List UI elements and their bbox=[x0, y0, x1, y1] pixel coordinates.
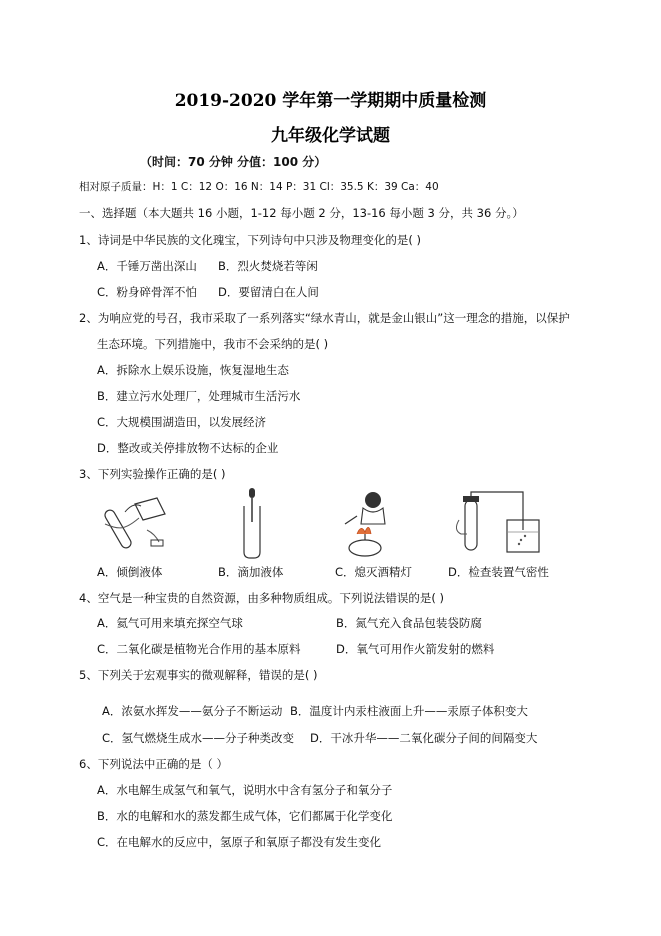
q2-option-b: B．建立污水处理厂，处理城市生活污水 bbox=[97, 389, 301, 403]
q4-option-d: D．氧气可用作火箭发射的燃料 bbox=[336, 642, 495, 656]
q3-option-b: B．滴加液体 bbox=[218, 565, 284, 579]
q5-option-c: C．氢气燃烧生成水——分子种类改变 bbox=[102, 731, 295, 745]
q5-option-a: A．浓氨水挥发——氨分子不断运动 bbox=[102, 704, 283, 718]
q1-option-c: C．粉身碎骨浑不怕 bbox=[97, 285, 198, 299]
question-6-stem: 6、下列说法中正确的是（ ） bbox=[79, 757, 228, 771]
q6-option-b: B．水的电解和水的蒸发都生成气体，它们都属于化学变化 bbox=[97, 809, 393, 823]
q3-option-a: A．倾倒液体 bbox=[97, 565, 163, 579]
exam-time-score: （时间：70 分钟 分值：100 分） bbox=[140, 155, 327, 169]
question-1-stem: 1、诗词是中华民族的文化瑰宝，下列诗句中只涉及物理变化的是( ) bbox=[79, 233, 421, 247]
q2-option-d: D．整改或关停排放物不达标的企业 bbox=[97, 441, 279, 455]
q1-option-d: D．要留清白在人间 bbox=[218, 285, 319, 299]
q4-option-b: B．氮气充入食品包装袋防腐 bbox=[336, 616, 482, 630]
exam-subtitle: 九年级化学试题 bbox=[271, 126, 390, 146]
q1-option-a: A．千锤万凿出深山 bbox=[97, 259, 197, 273]
q3-option-d: D．检查装置气密性 bbox=[448, 565, 549, 579]
question-2-stem-cont: 生态环境。下列措施中，我市不会采纳的是( ) bbox=[97, 337, 329, 351]
alcohol-lamp-figure bbox=[335, 486, 405, 562]
q4-option-c: C．二氧化碳是植物光合作用的基本原料 bbox=[97, 642, 301, 656]
airtightness-figure bbox=[455, 490, 545, 562]
q2-option-a: A．拆除水上娱乐设施，恢复湿地生态 bbox=[97, 363, 289, 377]
q6-option-c: C．在电解水的反应中，氢原子和氧原子都没有发生变化 bbox=[97, 835, 382, 849]
question-2-stem: 2、为响应党的号召，我市采取了一系列落实“绿水青山，就是金山银山”这一理念的措施，以保护 bbox=[79, 311, 570, 325]
q2-option-c: C．大规模围湖造田，以发展经济 bbox=[97, 415, 267, 429]
atomic-masses: 相对原子质量：H：1 C：12 O：16 N：14 P：31 Cl：35.5 K：39 Ca：40 bbox=[79, 181, 439, 193]
q1-option-b: B．烈火焚烧若等闲 bbox=[218, 259, 318, 273]
question-4-stem: 4、空气是一种宝贵的自然资源，由多种物质组成。下列说法错误的是( ) bbox=[79, 591, 444, 605]
question-5-stem: 5、下列关于宏观事实的微观解释，错误的是( ) bbox=[79, 668, 318, 682]
q5-option-b: B．温度计内汞柱液面上升——汞原子体积变大 bbox=[290, 704, 528, 718]
pouring-liquid-figure bbox=[95, 490, 175, 560]
exam-title: 2019-2020 学年第一学期期中质量检测 bbox=[174, 91, 487, 111]
question-3-stem: 3、下列实验操作正确的是( ) bbox=[79, 467, 226, 481]
q5-option-d: D．干冰升华——二氧化碳分子间的间隔变大 bbox=[310, 731, 538, 745]
section-heading: 一、选择题（本大题共 16 小题，1-12 每小题 2 分，13-16 每小题 3 分，共 36 分。） bbox=[79, 206, 524, 220]
dropper-figure bbox=[232, 486, 272, 562]
q3-option-c: C．熄灭酒精灯 bbox=[335, 565, 413, 579]
q6-option-a: A．水电解生成氢气和氧气，说明水中含有氢分子和氧分子 bbox=[97, 783, 393, 797]
q4-option-a: A．氦气可用来填充探空气球 bbox=[97, 616, 243, 630]
